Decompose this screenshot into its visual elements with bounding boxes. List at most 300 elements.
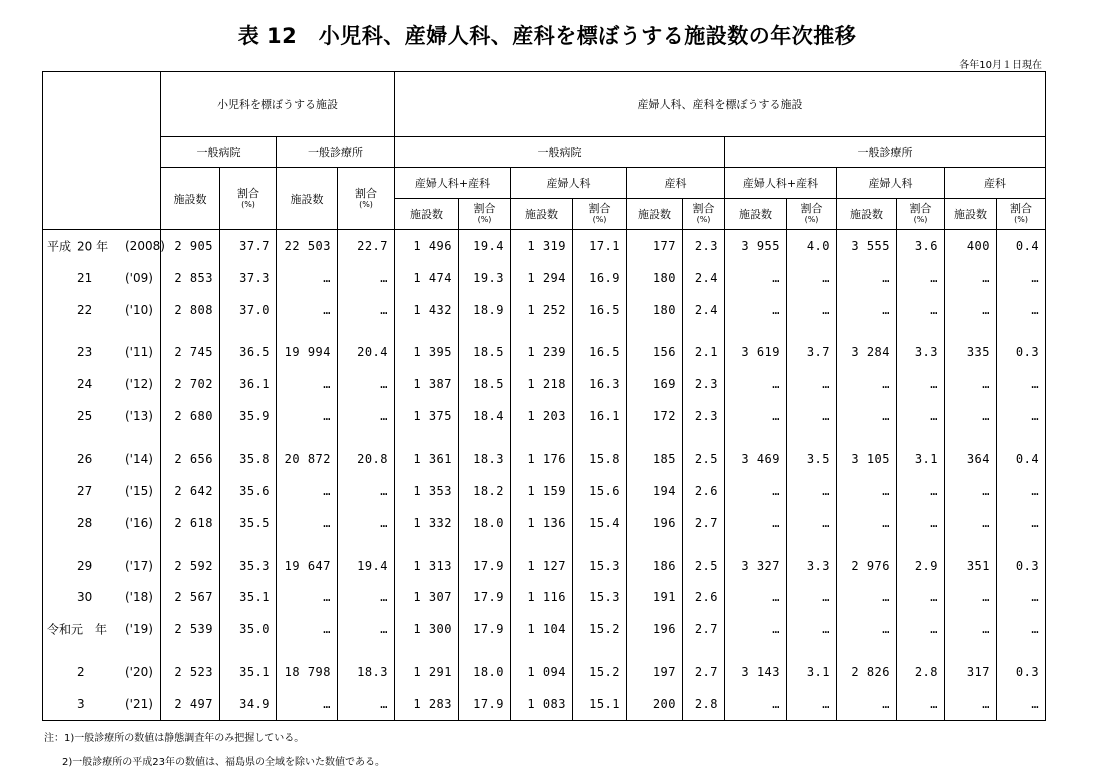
facility-count-cell: 1 239: [511, 337, 573, 369]
ratio-cell: …: [338, 368, 395, 400]
spacer-cell: [338, 432, 395, 443]
year-label-cell: [43, 475, 161, 507]
spacer-cell: [220, 325, 277, 336]
ratio-cell: 15.1: [573, 688, 627, 720]
facility-count-cell: 1 361: [395, 443, 459, 475]
facility-count-cell: 1 104: [511, 613, 573, 645]
facility-count-cell: …: [837, 688, 897, 720]
facility-count-cell: …: [277, 294, 338, 326]
ratio-unit: (%): [1014, 215, 1028, 224]
ratio-cell: 4.0: [787, 230, 837, 262]
spacer-cell: [837, 539, 897, 550]
table-row: [43, 230, 1046, 262]
ratio-cell: 17.9: [459, 581, 511, 613]
western-year: ('20): [125, 665, 153, 680]
ratio-cell: …: [787, 688, 837, 720]
facility-count-cell: 364: [945, 443, 997, 475]
ratio-cell: 3.3: [897, 337, 945, 369]
facility-count-cell: 22 503: [277, 230, 338, 262]
facility-count-cell: 1 294: [511, 262, 573, 294]
spacer-row: [43, 539, 1046, 550]
facility-count-cell: 1 127: [511, 550, 573, 582]
ratio-cell: 16.5: [573, 337, 627, 369]
spacer-cell: [997, 539, 1046, 550]
ratio-cell: …: [338, 400, 395, 432]
spacer-cell: [725, 325, 787, 336]
facilities-subheader: 施設数: [395, 199, 459, 230]
ratio-cell: 18.0: [459, 507, 511, 539]
spacer-row: [43, 645, 1046, 656]
facility-count-cell: 1 300: [395, 613, 459, 645]
year-label-cell: [43, 443, 161, 475]
ob-hospital-header: 一般病院: [395, 137, 725, 168]
facility-count-cell: 2 702: [161, 368, 220, 400]
facility-count-cell: 2 745: [161, 337, 220, 369]
facility-count-cell: 1 313: [395, 550, 459, 582]
ratio-cell: 18.5: [459, 368, 511, 400]
ratio-cell: …: [897, 688, 945, 720]
ratio-cell: …: [897, 400, 945, 432]
spacer-cell: [683, 645, 725, 656]
facility-count-cell: …: [837, 475, 897, 507]
spacer-cell: [897, 432, 945, 443]
spacer-cell: [459, 645, 511, 656]
table-row: [43, 443, 1046, 475]
clinic-obgyn-header: 産婦人科: [837, 168, 945, 199]
ratio-cell: …: [787, 475, 837, 507]
ratio-cell: 3.1: [897, 443, 945, 475]
spacer-cell: [573, 539, 627, 550]
facility-count-cell: 191: [627, 581, 683, 613]
year-number: 年: [95, 622, 108, 637]
year-number: 28: [77, 515, 93, 530]
ratio-cell: 16.5: [573, 294, 627, 326]
spacer-row: [43, 325, 1046, 336]
facility-count-cell: 2 523: [161, 656, 220, 688]
ratio-cell: 19.4: [459, 230, 511, 262]
year-number: 21: [77, 270, 93, 285]
ratio-cell: 0.4: [997, 230, 1046, 262]
ratio-cell: …: [338, 688, 395, 720]
facility-count-cell: 1 332: [395, 507, 459, 539]
spacer-cell: [787, 325, 837, 336]
facility-count-cell: …: [725, 475, 787, 507]
year-label-cell: [43, 262, 161, 294]
ratio-cell: 3.3: [787, 550, 837, 582]
ratio-subheader: [787, 199, 837, 230]
facility-count-cell: 2 497: [161, 688, 220, 720]
spacer-cell: [161, 539, 220, 550]
ratio-unit: (%): [804, 215, 819, 224]
ratio-cell: 3.1: [787, 656, 837, 688]
ratio-cell: 2.3: [683, 230, 725, 262]
ratio-cell: …: [338, 262, 395, 294]
ratio-cell: 2.9: [897, 550, 945, 582]
facility-count-cell: …: [725, 613, 787, 645]
facility-count-cell: 172: [627, 400, 683, 432]
facility-count-cell: 2 853: [161, 262, 220, 294]
ratio-cell: 17.9: [459, 613, 511, 645]
ratio-cell: …: [997, 262, 1046, 294]
facility-count-cell: …: [837, 613, 897, 645]
ratio-cell: 15.2: [573, 656, 627, 688]
ratio-cell: 2.4: [683, 262, 725, 294]
ratio-label: 割合: [588, 202, 611, 215]
year-number: 3: [77, 697, 85, 711]
ob-clinic-header: 一般診療所: [725, 137, 1046, 168]
facility-count-cell: …: [837, 581, 897, 613]
spacer-cell: [837, 325, 897, 336]
facility-count-cell: 2 826: [837, 656, 897, 688]
spacer-cell: [997, 325, 1046, 336]
spacer-cell: [573, 432, 627, 443]
ratio-cell: 0.4: [997, 443, 1046, 475]
spacer-cell: [897, 539, 945, 550]
facility-count-cell: 1 159: [511, 475, 573, 507]
facility-count-cell: 1 136: [511, 507, 573, 539]
spacer-cell: [627, 432, 683, 443]
facility-count-cell: 1 218: [511, 368, 573, 400]
spacer-cell: [277, 645, 338, 656]
spacer-cell: [945, 645, 997, 656]
facility-count-cell: …: [277, 368, 338, 400]
ratio-unit: (%): [477, 215, 492, 224]
spacer-cell: [43, 645, 161, 656]
ratio-subheader: [997, 199, 1046, 230]
facility-count-cell: 2 618: [161, 507, 220, 539]
facility-count-cell: 180: [627, 262, 683, 294]
ratio-cell: …: [997, 688, 1046, 720]
western-year: (2008): [125, 238, 165, 253]
spacer-cell: [161, 325, 220, 336]
spacer-cell: [511, 645, 573, 656]
ratio-cell: 20.8: [338, 443, 395, 475]
ratio-cell: 2.7: [683, 613, 725, 645]
facility-count-cell: …: [837, 368, 897, 400]
as-of-date: 各年10月１日現在: [959, 60, 1042, 71]
spacer-cell: [511, 432, 573, 443]
year-number: 25: [77, 409, 93, 424]
facility-count-cell: 2 642: [161, 475, 220, 507]
ratio-cell: 16.1: [573, 400, 627, 432]
year-number: 26: [77, 452, 93, 467]
year-label-cell: [43, 656, 161, 688]
ratio-cell: 2.5: [683, 550, 725, 582]
ratio-label: 割合: [800, 202, 823, 215]
spacer-cell: [43, 539, 161, 550]
footnotes: [44, 727, 385, 775]
spacer-cell: [683, 432, 725, 443]
ratio-cell: 2.8: [683, 688, 725, 720]
facility-count-cell: …: [277, 688, 338, 720]
facility-count-cell: …: [945, 400, 997, 432]
ratio-label: 割合: [909, 202, 932, 215]
ratio-cell: 18.3: [338, 656, 395, 688]
ped-hospital-header: 一般病院: [161, 137, 277, 168]
spacer-cell: [573, 325, 627, 336]
year-number: 20 年: [77, 239, 109, 254]
ratio-cell: …: [787, 400, 837, 432]
spacer-cell: [277, 539, 338, 550]
ratio-cell: 2.8: [897, 656, 945, 688]
ratio-cell: 2.4: [683, 294, 725, 326]
ratio-cell: 19.3: [459, 262, 511, 294]
facility-count-cell: 1 319: [511, 230, 573, 262]
facility-count-cell: …: [725, 688, 787, 720]
western-year: ('09): [125, 270, 153, 285]
spacer-cell: [395, 539, 459, 550]
facility-count-cell: 3 469: [725, 443, 787, 475]
ratio-cell: 15.3: [573, 581, 627, 613]
facility-count-cell: 169: [627, 368, 683, 400]
western-year: ('16): [125, 515, 153, 530]
ratio-cell: 35.6: [220, 475, 277, 507]
facility-count-cell: …: [277, 400, 338, 432]
western-year: ('13): [125, 409, 153, 424]
facility-count-cell: 2 567: [161, 581, 220, 613]
year-number: 23: [77, 345, 93, 360]
facility-count-cell: …: [725, 581, 787, 613]
ratio-cell: 15.8: [573, 443, 627, 475]
ratio-cell: 16.9: [573, 262, 627, 294]
spacer-cell: [683, 325, 725, 336]
spacer-cell: [220, 539, 277, 550]
facility-count-cell: 180: [627, 294, 683, 326]
ratio-cell: 18.3: [459, 443, 511, 475]
ped-clinic-facilities-header: 施設数: [277, 168, 338, 230]
facility-count-cell: …: [277, 581, 338, 613]
spacer-row: [43, 432, 1046, 443]
spacer-cell: [338, 325, 395, 336]
ratio-unit: (%): [241, 199, 255, 209]
facility-count-cell: 2 539: [161, 613, 220, 645]
western-year: ('15): [125, 483, 153, 498]
facility-count-cell: 1 353: [395, 475, 459, 507]
ratio-unit: (%): [359, 199, 373, 209]
ratio-cell: 3.6: [897, 230, 945, 262]
facility-count-cell: 1 432: [395, 294, 459, 326]
ratio-cell: …: [997, 581, 1046, 613]
ratio-cell: 15.3: [573, 550, 627, 582]
facility-count-cell: …: [277, 262, 338, 294]
ratio-subheader: [683, 199, 725, 230]
facility-count-cell: 194: [627, 475, 683, 507]
ratio-cell: …: [338, 475, 395, 507]
facility-count-cell: 18 798: [277, 656, 338, 688]
spacer-cell: [897, 645, 945, 656]
year-number: 2: [77, 665, 85, 680]
ratio-cell: …: [997, 368, 1046, 400]
year-number: 30: [77, 590, 93, 605]
year-label-cell: [43, 550, 161, 582]
spacer-cell: [338, 539, 395, 550]
ratio-cell: …: [897, 475, 945, 507]
ratio-cell: 34.9: [220, 688, 277, 720]
clinic-obgyn-plus-ob-header: 産婦人科+産科: [725, 168, 837, 199]
ratio-cell: 35.1: [220, 656, 277, 688]
obstetrics-group-header: 産婦人科、産科を標ぼうする施設: [395, 72, 1046, 137]
western-year: ('18): [125, 590, 153, 605]
ratio-cell: 15.6: [573, 475, 627, 507]
year-number: 27: [77, 483, 93, 498]
spacer-cell: [725, 645, 787, 656]
ratio-cell: 35.9: [220, 400, 277, 432]
corner-cell: [43, 72, 161, 230]
facility-count-cell: …: [945, 368, 997, 400]
ped-clinic-ratio-header: [338, 168, 395, 230]
spacer-cell: [459, 432, 511, 443]
facility-count-cell: 1 283: [395, 688, 459, 720]
footnote-1: 注：1)一般診療所の数値は静態調査年のみ把握している。: [44, 733, 305, 744]
facility-count-cell: …: [945, 507, 997, 539]
ratio-cell: 16.3: [573, 368, 627, 400]
ratio-cell: …: [338, 581, 395, 613]
spacer-cell: [459, 539, 511, 550]
facility-count-cell: 177: [627, 230, 683, 262]
spacer-cell: [837, 432, 897, 443]
spacer-cell: [897, 325, 945, 336]
facility-count-cell: 1 203: [511, 400, 573, 432]
ratio-cell: 17.9: [459, 688, 511, 720]
ratio-cell: 3.7: [787, 337, 837, 369]
spacer-cell: [395, 645, 459, 656]
ratio-cell: …: [897, 262, 945, 294]
ratio-cell: 35.3: [220, 550, 277, 582]
table-row: [43, 262, 1046, 294]
ratio-cell: 0.3: [997, 337, 1046, 369]
facility-count-cell: …: [837, 507, 897, 539]
facility-count-cell: 1 395: [395, 337, 459, 369]
year-label-cell: [43, 507, 161, 539]
spacer-cell: [945, 432, 997, 443]
ratio-label: 割合: [473, 202, 496, 215]
facility-count-cell: 196: [627, 507, 683, 539]
facility-count-cell: …: [837, 294, 897, 326]
facility-count-cell: …: [725, 507, 787, 539]
spacer-cell: [161, 645, 220, 656]
ratio-cell: 2.7: [683, 507, 725, 539]
facility-count-cell: 1 252: [511, 294, 573, 326]
ratio-cell: …: [997, 475, 1046, 507]
year-label-cell: [43, 581, 161, 613]
ratio-cell: …: [787, 613, 837, 645]
ped-hospital-ratio-header: [220, 168, 277, 230]
ratio-cell: 3.5: [787, 443, 837, 475]
facility-count-cell: …: [725, 262, 787, 294]
spacer-cell: [627, 645, 683, 656]
ratio-subheader: [573, 199, 627, 230]
table-row: [43, 688, 1046, 720]
table-row: [43, 368, 1046, 400]
facility-count-cell: 20 872: [277, 443, 338, 475]
spacer-cell: [395, 432, 459, 443]
spacer-cell: [43, 325, 161, 336]
facility-count-cell: …: [945, 294, 997, 326]
facility-count-cell: 1 387: [395, 368, 459, 400]
facility-count-cell: 2 808: [161, 294, 220, 326]
facility-count-cell: 2 592: [161, 550, 220, 582]
era-name: 平成: [47, 239, 72, 254]
ratio-cell: …: [338, 294, 395, 326]
spacer-cell: [725, 432, 787, 443]
ratio-cell: 19.4: [338, 550, 395, 582]
table-title: 表 12 小児科、産婦人科、産科を標ぼうする施設数の年次推移: [237, 24, 857, 48]
facility-count-cell: …: [277, 507, 338, 539]
ratio-cell: …: [897, 581, 945, 613]
spacer-cell: [837, 645, 897, 656]
year-label-cell: [43, 688, 161, 720]
western-year: ('10): [125, 302, 153, 317]
ratio-cell: …: [787, 262, 837, 294]
year-number: 22: [77, 302, 93, 317]
table-row: [43, 507, 1046, 539]
facility-count-cell: 2 905: [161, 230, 220, 262]
ratio-cell: …: [997, 400, 1046, 432]
spacer-cell: [683, 539, 725, 550]
ratio-cell: 2.6: [683, 581, 725, 613]
facility-count-cell: 3 105: [837, 443, 897, 475]
ratio-cell: …: [997, 613, 1046, 645]
spacer-cell: [573, 645, 627, 656]
facility-count-cell: …: [725, 400, 787, 432]
ped-hospital-facilities-header: 施設数: [161, 168, 220, 230]
ratio-cell: 15.4: [573, 507, 627, 539]
ratio-cell: …: [897, 613, 945, 645]
year-label-cell: [43, 400, 161, 432]
year-label-cell: [43, 294, 161, 326]
table-row: [43, 613, 1046, 645]
year-number: 29: [77, 558, 93, 573]
ratio-label: 割合: [1010, 202, 1033, 215]
ratio-cell: …: [997, 507, 1046, 539]
ratio-cell: 17.9: [459, 550, 511, 582]
spacer-cell: [945, 539, 997, 550]
table-row: [43, 337, 1046, 369]
ratio-cell: 18.0: [459, 656, 511, 688]
western-year: ('19): [125, 622, 153, 637]
facility-count-cell: 351: [945, 550, 997, 582]
ratio-subheader: [897, 199, 945, 230]
facility-count-cell: 156: [627, 337, 683, 369]
facility-count-cell: 1 116: [511, 581, 573, 613]
ratio-cell: 20.4: [338, 337, 395, 369]
table-row: [43, 581, 1046, 613]
spacer-cell: [459, 325, 511, 336]
facility-count-cell: …: [725, 368, 787, 400]
spacer-cell: [277, 325, 338, 336]
ratio-cell: …: [787, 507, 837, 539]
spacer-cell: [511, 539, 573, 550]
ratio-unit: (%): [913, 215, 928, 224]
ratio-cell: 2.5: [683, 443, 725, 475]
facility-count-cell: 1 307: [395, 581, 459, 613]
ratio-cell: …: [897, 507, 945, 539]
ratio-cell: 2.7: [683, 656, 725, 688]
ratio-label: 割合: [237, 186, 259, 200]
facility-count-cell: 3 955: [725, 230, 787, 262]
spacer-cell: [395, 325, 459, 336]
facility-count-cell: 400: [945, 230, 997, 262]
spacer-cell: [511, 325, 573, 336]
facility-count-cell: 3 619: [725, 337, 787, 369]
facility-count-cell: 1 496: [395, 230, 459, 262]
table-row: [43, 550, 1046, 582]
ratio-cell: 2.3: [683, 400, 725, 432]
ratio-cell: 18.4: [459, 400, 511, 432]
table-row: [43, 400, 1046, 432]
spacer-cell: [997, 432, 1046, 443]
facility-count-cell: 317: [945, 656, 997, 688]
